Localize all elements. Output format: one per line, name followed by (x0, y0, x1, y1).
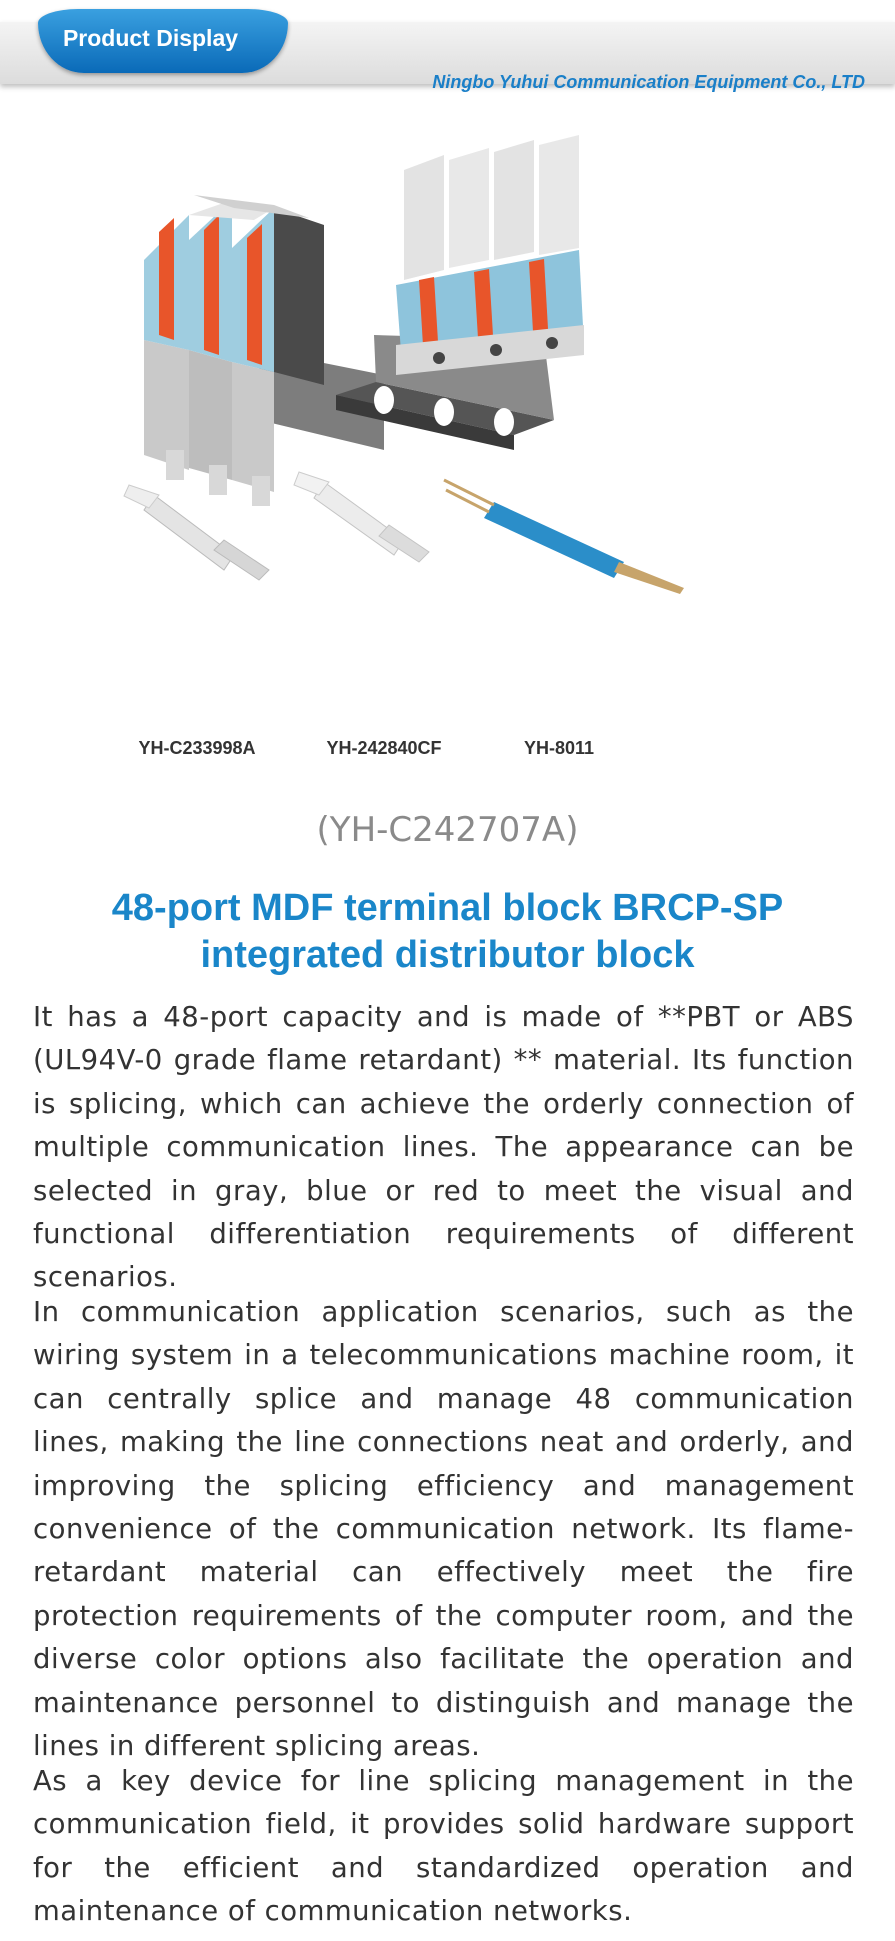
product-image-panel (84, 100, 811, 780)
tab-label: Product Display (62, 25, 239, 51)
title-line-1: 48-port MDF terminal block BRCP-SP (111, 887, 784, 929)
product-label-2: YH-242840CF (326, 738, 442, 758)
model-code: (YH-C242707A) (316, 810, 579, 850)
product-label-3: YH-8011 (523, 738, 595, 758)
company-name: Ningbo Yuhui Communication Equipment Co., LTD (432, 72, 865, 92)
product-label-1: YH-C233998A (138, 738, 256, 758)
title-line-2: integrated distributor block (200, 934, 695, 976)
connector-module-1 (124, 485, 269, 580)
description-paragraph-3: As a key device for line splicing management in the communication field, it provides solid hardware support for the efficient and standardized operation and maintenance of communication networks. (33, 1765, 854, 1928)
page-header (0, 0, 895, 92)
description-paragraph-1: It has a 48-port capacity and is made of **PBT or ABS (UL94V-0 grade flame retardant) ** material. Its function is splicing, which can achieve the orderly connection of multiple communication lines. The appearance can be selected in gray, blue or red to meet the visual and functional differentiation requirements of different scenarios. (33, 1001, 854, 1294)
product-illustration (84, 100, 811, 780)
open-terminal-block-assembly (336, 135, 584, 450)
product-display-tab[interactable] (38, 9, 288, 73)
description-paragraph-2: In communication application scenarios, such as the wiring system in a telecommunications machine room, it can centrally splice and manage 48 communication lines, making the line connections neat and orderly, and improving the splicing efficiency and management convenience of the communication network. Its flame-retardant material can effectively meet the fire protection requirements of the computer room, and the diverse color options also facilitate the operation and maintenance personnel to distinguish and manage the lines in different splicing areas. (33, 1296, 854, 1763)
connector-module-2 (294, 472, 429, 562)
punch-down-tool (444, 480, 684, 594)
closed-terminal-block-assembly (144, 195, 384, 506)
product-title (40, 885, 855, 979)
